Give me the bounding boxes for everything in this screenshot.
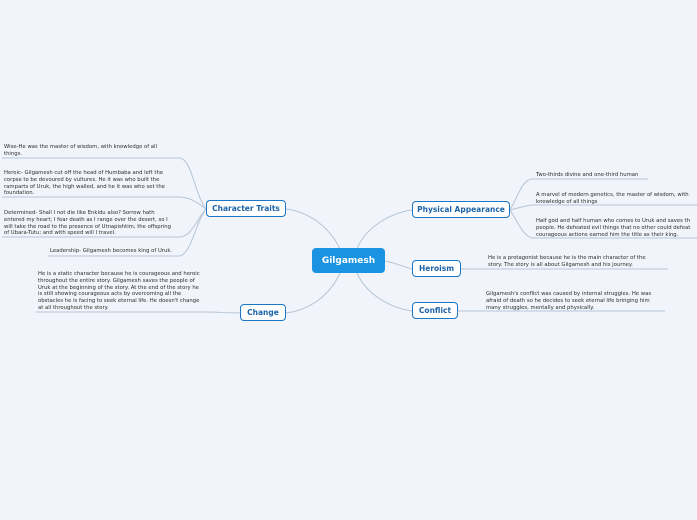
trait-determined-text[interactable]: Determined- Shall I not die like Enkidu also? Sorrow hath entered my heart; I fear death as I range over the desert, so I will take the road to the presence of Utnapishtim, the offspring of Ubara-Tutu; and with speed will I travel. bbox=[4, 210, 171, 237]
link-trait-heroic bbox=[2, 197, 206, 209]
branch-character-traits[interactable]: Character Traits bbox=[206, 200, 286, 217]
heroism-protagonist-text[interactable]: He is a protagonist because he is the main character of the story. The story is all about Gilgamesh and his journey. bbox=[488, 255, 646, 268]
link-root-heroism bbox=[385, 261, 412, 269]
branch-heroism[interactable]: Heroism bbox=[412, 260, 461, 277]
link-root-character-traits bbox=[286, 209, 340, 249]
change-static-text[interactable]: He is a static character because he is courageous and heroic throughout the entire story. Gilgamesh saves the people of Uruk at the beginning of the story. At the end of the story he is still showing courageous acts by overcoming all the obstacles he is facing to seek eternal life. He doesn't change at all throughout the story. bbox=[38, 271, 200, 311]
physical-divine-text[interactable]: Two-thirds divine and one-third human bbox=[536, 172, 639, 178]
conflict-internal-text[interactable]: Gilgamesh's conflict was caused by internal struggles. He was afraid of death so he decides to seek eternal life bringing him many struggles, mentally and physically. bbox=[486, 291, 652, 311]
trait-heroic-text[interactable]: Heroic- Gilgamesh cut off the head of Humbaba and left the corpse to be devoured by vultures. He it was who built the ramparts of Uruk, the high walled, and he it was who set the foundation. bbox=[4, 170, 165, 197]
branch-conflict[interactable]: Conflict bbox=[412, 302, 458, 319]
trait-leadership-text[interactable]: Leadership- Gilgamesh becomes king of Uruk. bbox=[50, 248, 173, 254]
link-physical-marvel bbox=[510, 205, 697, 210]
link-change-static bbox=[36, 312, 240, 313]
central-topic[interactable]: Gilgamesh bbox=[312, 248, 385, 273]
trait-wise-text[interactable]: Wise-He was the master of wisdom, with knowledge of all things. bbox=[4, 144, 157, 157]
link-root-change bbox=[286, 273, 340, 313]
branch-physical-appearance[interactable]: Physical Appearance bbox=[412, 201, 510, 218]
physical-halfgod-text[interactable]: Half god and half human who comes to Uruk and saves th people. He defeated evil things that no other could defeat courageous actions earned him the title as their king. bbox=[536, 218, 691, 238]
link-root-physical-appearance bbox=[357, 210, 412, 249]
physical-marvel-text[interactable]: A marvel of modern genetics, the master of wisdom, with knowledge of all things bbox=[536, 192, 689, 205]
link-root-conflict bbox=[357, 273, 412, 311]
branch-change[interactable]: Change bbox=[240, 304, 286, 321]
